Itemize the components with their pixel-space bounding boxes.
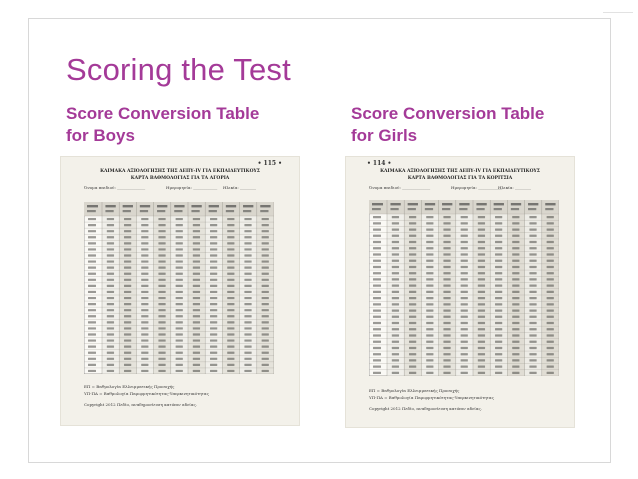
- girls-scoring-sheet-image: [345, 156, 575, 428]
- girls-heading-line2: for Girls: [351, 126, 418, 145]
- sheet-fields: [84, 185, 276, 193]
- sheet-footnote1: ΕΠ = Βαθμολογία Ελλειμματικής Προσοχής: [84, 384, 175, 389]
- field-age: Ηλικία: ________: [223, 185, 256, 190]
- sheet-copyright: Copyright 2012 Πεδίο, αναδημοσίευση κατόπιν αδείας.: [369, 406, 482, 411]
- boys-scoring-sheet-image: [60, 156, 300, 426]
- sheet-header-line1: ΚΛΙΜΑΚΑ ΑΞΙΟΛΟΓΗΣΗΣ ΤΗΣ ΔΕΠΥ-IV ΓΙΑ ΕΚΠΑΙΔΕΥΤΙΚΟΥΣ: [380, 169, 540, 174]
- sheet-header-line1: ΚΛΙΜΑΚΑ ΑΞΙΟΛΟΓΗΣΗΣ ΤΗΣ ΔΕΠΥ-IV ΓΙΑ ΕΚΠΑΙΔΕΥΤΙΚΟΥΣ: [100, 169, 260, 174]
- field-name: Όνομα παιδιού: ______________: [84, 185, 146, 190]
- sheet-copyright: Copyright 2012 Πεδίο, αναδημοσίευση κατόπιν αδείας.: [84, 402, 197, 407]
- slide-corner-decoration: [595, 0, 638, 34]
- page-number: • 115 •: [257, 160, 282, 167]
- girls-table-heading: [351, 103, 544, 147]
- boys-conversion-table-scan: [84, 202, 274, 374]
- slide-title: Scoring the Test: [66, 52, 291, 87]
- field-age: Ηλικία: ________: [498, 185, 531, 190]
- sheet-header-line2: ΚΑΡΤΑ ΒΑΘΜΟΛΟΓΙΑΣ ΓΙΑ ΤΑ ΑΓΟΡΙΑ: [130, 176, 230, 181]
- boys-table-heading: [66, 103, 259, 147]
- boys-heading-line2: for Boys: [66, 126, 135, 145]
- sheet-footnote2: ΥΠ-ΠΑ = Βαθμολογία Παρορμητικότητας-Υπερκινητικότητας: [84, 391, 209, 396]
- page-number: • 114 •: [367, 160, 392, 167]
- sheet-footnote1: ΕΠ = Βαθμολογία Ελλειμματικής Προσοχής: [369, 388, 460, 393]
- sheet-footnote2: ΥΠ-ΠΑ = Βαθμολογία Παρορμητικότητας-Υπερκινητικότητας: [369, 395, 494, 400]
- sheet-fields: [369, 185, 551, 193]
- girls-heading-line1: Score Conversion Table: [351, 104, 545, 123]
- boys-heading-line1: Score Conversion Table: [66, 104, 260, 123]
- girls-conversion-table-scan: [369, 200, 559, 376]
- field-date: Ημερομηνία: ____________: [166, 185, 218, 190]
- sheet-header-line2: ΚΑΡΤΑ ΒΑΘΜΟΛΟΓΙΑΣ ΓΙΑ ΤΑ ΚΟΡΙΤΣΙΑ: [407, 176, 513, 181]
- field-date: Ημερομηνία: ____________: [451, 185, 503, 190]
- field-name: Όνομα παιδιού: ______________: [369, 185, 431, 190]
